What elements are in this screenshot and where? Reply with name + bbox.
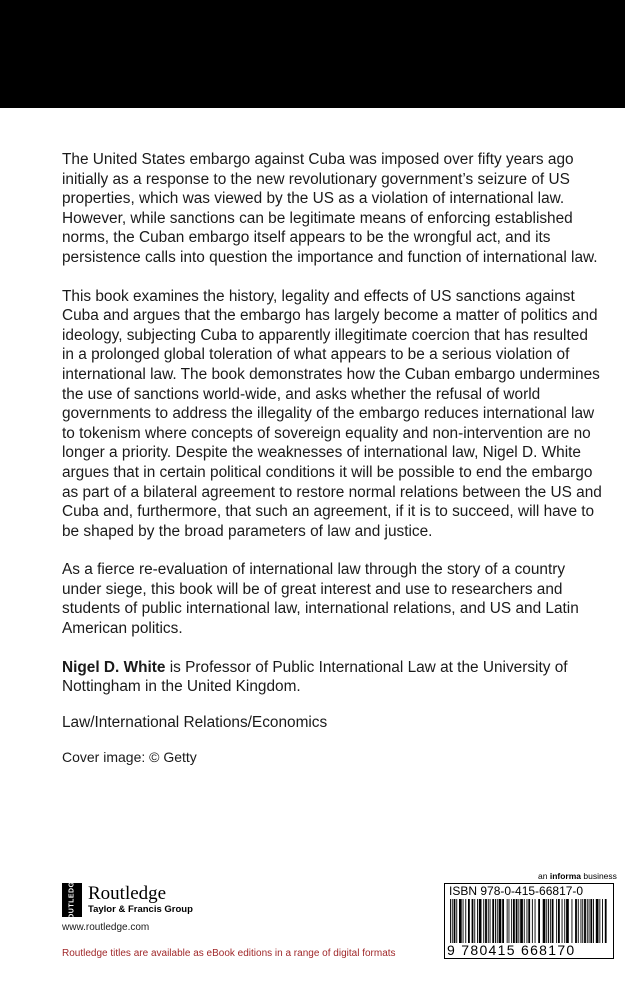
barcode-bar [532,899,533,943]
back-cover-text [62,150,602,787]
barcode-bar [572,899,573,943]
ebook-note: Routledge titles are available as eBook editions in a range of digital formats [62,948,396,959]
barcode-bars [449,899,609,943]
barcode-bar [472,899,474,943]
barcode-bar [495,899,496,943]
barcode-bar [502,899,504,943]
barcode-bar [524,899,525,943]
barcode-bar [578,899,579,943]
author-bio [62,658,602,697]
barcode-bar [490,899,491,943]
barcode-bar [483,899,484,943]
cover-credit: Cover image: © Getty [62,749,197,766]
informa-brand: informa [549,871,581,881]
informa-business-label [538,871,617,881]
barcode-bar [599,899,600,943]
barcode-bar [602,899,603,943]
barcode-bar [590,899,592,943]
barcode-bar [546,899,547,943]
blurb-paragraph-2: This book examines the history, legality and effects of US sanctions against Cuba and argues that the embargo has largely become a matter of politics and ideology, subjecting Cuba to apparently illegitimate coercion that has resulted in a prolonged global toleration of what appears to be a serious violation of international law. The book demonstrates how the Cuban embargo undermines the use of sanctions world-wide, and asks whether the refusal of world governments to address the illegality of the embargo reduces international law to tokenism where concepts of sovereign equality and non-intervention are no longer a priority. Despite the weaknesses of international law, Nigel D. White argues that in certain political conditions it will be possible to end the embargo as part of a bilateral agreement to restore normal relations between the US and Cuba and, furthermore, that such an agreement, if it is to succeed, will have to be shaped by the broad parameters of law and justice. [62,287,602,540]
routledge-logo [62,875,193,925]
informa-prefix: an [538,871,550,881]
barcode-bar [450,899,451,943]
barcode-bar [518,899,519,943]
blurb-paragraph-3: As a fierce re-evaluation of international law through the story of a country under siege, this book will be of great interest and use to researchers and students of public international law, international relations, and US and Latin American politics. [62,561,579,638]
routledge-logo-mark [62,875,82,925]
barcode-bar [605,899,607,943]
routledge-logo-text [88,884,193,916]
top-black-band [0,0,625,108]
informa-suffix: business [581,871,617,881]
routledge-logo-mark-text: ROUTLEDGE [68,875,76,925]
barcode-bar [497,899,498,943]
barcode-bar [587,899,588,943]
barcode-bar [459,899,462,943]
subject-categories: Law/International Relations/Economics [62,713,328,731]
barcode-bar [589,899,590,943]
publisher-name: Routledge [88,883,167,904]
barcode-bar [596,899,599,943]
barcode-bar [564,899,565,943]
barcode-bar [463,899,464,943]
publisher-website: www.routledge.com [62,922,150,933]
barcode-bar [562,899,563,943]
barcode-bar [556,899,557,943]
barcode-number: 9 780415 668170 [447,942,576,958]
blurb-paragraph-1: The United States embargo against Cuba was imposed over fifty years ago initially as a response to the new revolutionary government’s seizure of US properties, which was viewed by the US as a violation of international law. However, while sanctions can be legitimate means of enforcing established norms, the Cuban embargo itself appears to be the wrongful act, and its persistence calls into question the importance and function of international law. [62,151,598,266]
barcode-bar [511,899,512,943]
barcode-bar [456,899,457,943]
barcode-bar [538,899,540,943]
barcode-bar [454,899,456,943]
barcode-bar [477,899,478,943]
barcode-bar [499,899,502,943]
barcode-bar [479,899,482,943]
publisher-group: Taylor & Francis Group [88,904,193,915]
barcode-bar [507,899,508,943]
barcode-bar [492,899,494,943]
barcode-bar [485,899,487,943]
barcode-bar [465,899,466,943]
barcode-bar [488,899,489,943]
author-name: Nigel D. White [62,658,166,676]
barcode-bar [516,899,518,943]
barcode-bar [582,899,583,943]
barcode-bar [535,899,536,943]
barcode-bar [452,899,453,943]
barcode-bar [552,899,554,943]
barcode [444,883,614,959]
barcode-bar [520,899,523,943]
barcode-bar [584,899,586,943]
barcode-bar [527,899,528,943]
barcode-bar [566,899,569,943]
author-bio-text: is Professor of Public International Law at the University of Nottingham in the United Kingdom. [62,658,568,696]
barcode-bar [548,899,549,943]
barcode-bar [543,899,546,943]
barcode-bar [593,899,594,943]
barcode-bar [528,899,530,943]
barcode-bar [468,899,470,943]
barcode-bar [550,899,551,943]
barcode-bar [474,899,475,943]
barcode-bar [513,899,515,943]
barcode-bar [509,899,510,943]
isbn-text: ISBN 978-0-415-66817-0 [449,884,584,898]
barcode-bar [558,899,560,943]
barcode-bar [581,899,582,943]
barcode-bar [575,899,577,943]
